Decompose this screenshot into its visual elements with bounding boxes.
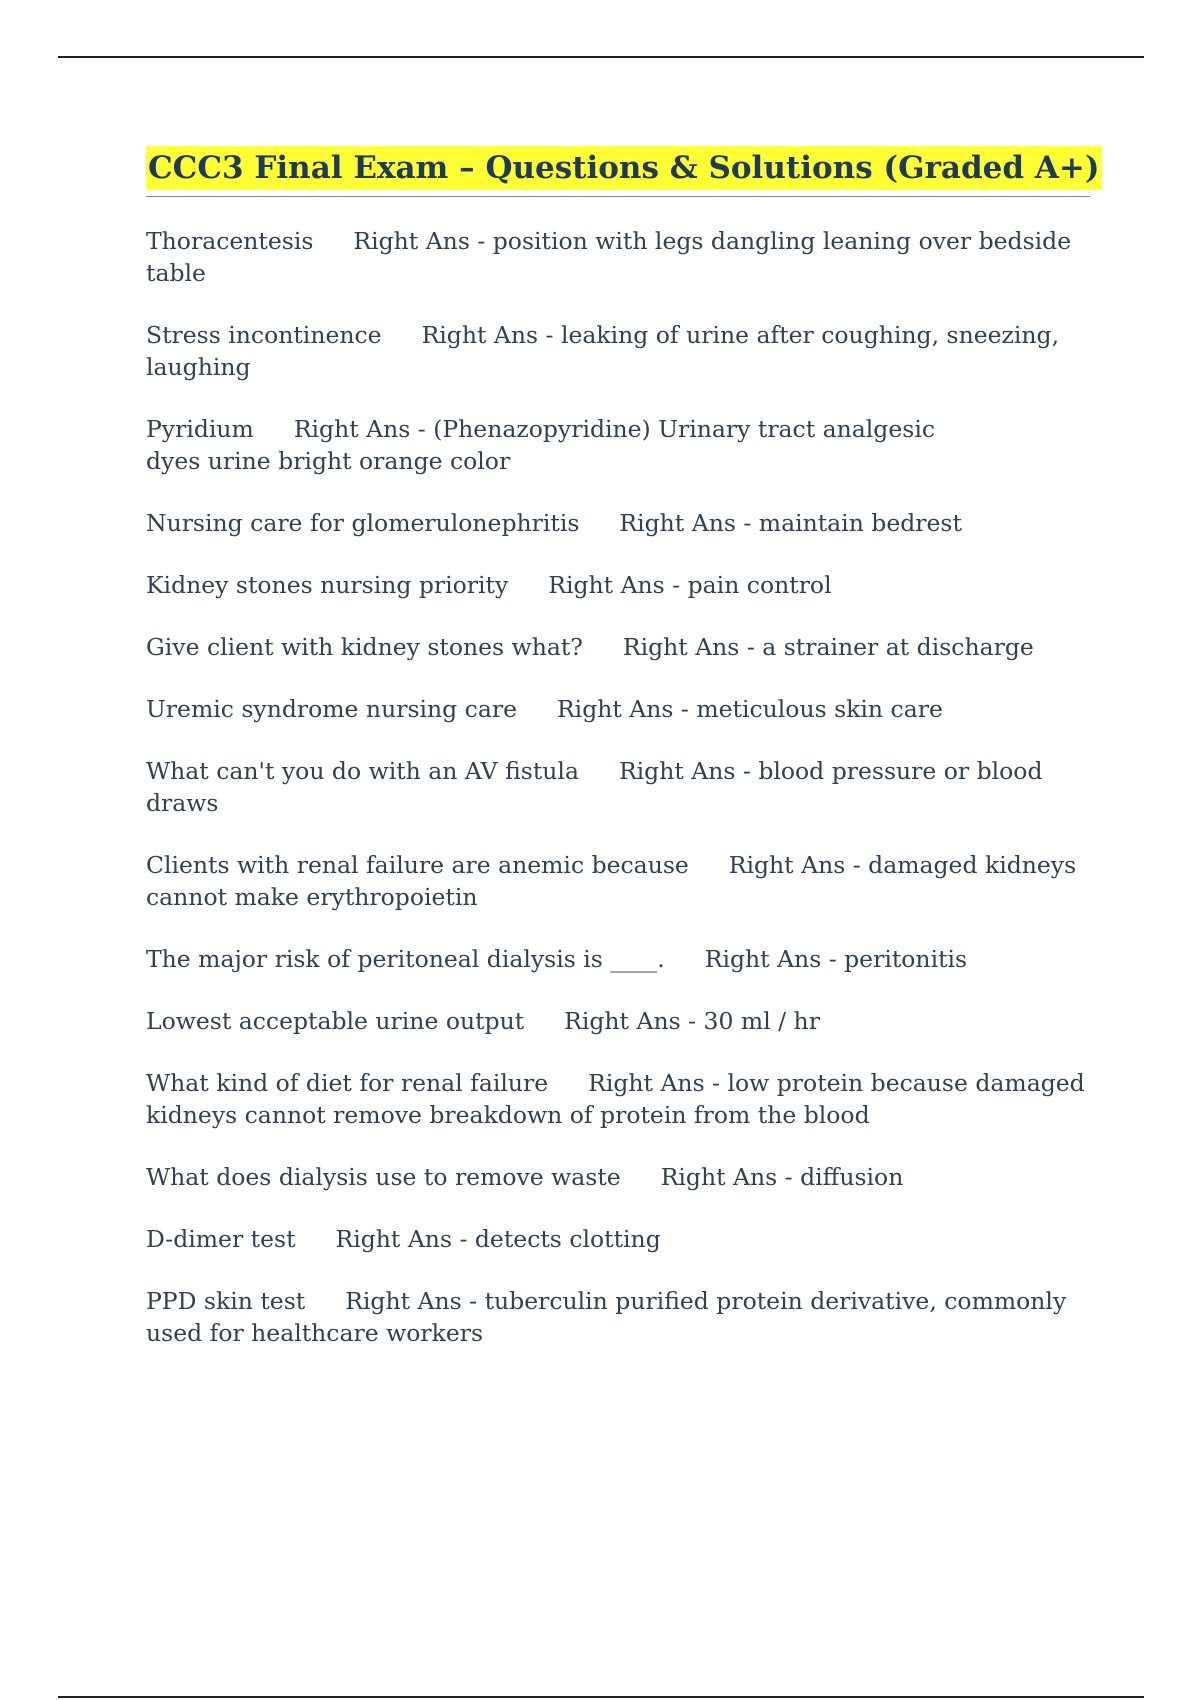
answer-text: tuberculin purified protein derivative, commonly used for healthcare workers — [146, 1287, 1067, 1347]
answer-prefix: Right Ans - — [335, 1225, 475, 1253]
question-text: Uremic syndrome nursing care — [146, 695, 517, 723]
title-block — [146, 146, 1100, 197]
question-text: Nursing care for glomerulonephritis — [146, 509, 580, 537]
answer-prefix: Right Ans - — [618, 757, 759, 785]
question-text: What does dialysis use to remove waste — [146, 1163, 621, 1191]
answer-text: (Phenazopyridine) Urinary tract analgesic — [433, 415, 935, 443]
qa-item — [146, 1067, 1090, 1131]
question-text: Lowest acceptable urine output — [146, 1007, 525, 1035]
answer-prefix: Right Ans - — [293, 415, 434, 443]
qa-item — [146, 631, 1090, 663]
document-title: CCC3 Final Exam – Questions & Solutions (Graded A+) — [146, 146, 1102, 190]
answer-text: diffusion — [800, 1163, 904, 1191]
answer-text: meticulous skin care — [696, 695, 943, 723]
answer-text: 30 ml / hr — [703, 1007, 820, 1035]
question-text: Kidney stones nursing priority — [146, 571, 509, 599]
answer-prefix: Right Ans - — [622, 633, 763, 661]
answer-prefix: Right Ans - — [564, 1007, 704, 1035]
document-body — [146, 146, 1100, 1379]
question-text: What kind of diet for renal failure — [146, 1069, 549, 1097]
top-rule — [58, 56, 1144, 58]
qa-list — [146, 225, 1090, 1349]
question-text: Thoracentesis — [146, 227, 314, 255]
qa-item — [146, 1161, 1090, 1193]
qa-item — [146, 569, 1090, 601]
answer-text-line-2: dyes urine bright orange color — [146, 447, 511, 475]
qa-item — [146, 319, 1090, 383]
answer-prefix: Right Ans - — [345, 1287, 485, 1315]
qa-item — [146, 755, 1090, 819]
qa-item — [146, 225, 1090, 289]
qa-item — [146, 943, 1090, 975]
answer-prefix: Right Ans - — [353, 227, 493, 255]
answer-prefix: Right Ans - — [619, 509, 759, 537]
answer-text: a strainer at discharge — [762, 633, 1034, 661]
answer-text: damaged kidneys cannot make erythropoietin — [146, 851, 1077, 911]
qa-item — [146, 849, 1090, 913]
answer-text: leaking of urine after coughing, sneezing, laughing — [146, 321, 1060, 381]
answer-text: detects clotting — [474, 1225, 661, 1253]
answer-text: low protein because damaged kidneys cannot remove breakdown of protein from the blood — [146, 1069, 1085, 1129]
answer-text: position with legs dangling leaning over bedside table — [146, 227, 1072, 287]
qa-item — [146, 1223, 1090, 1255]
answer-text: maintain bedrest — [758, 509, 962, 537]
qa-item — [146, 693, 1090, 725]
qa-item — [146, 1005, 1090, 1037]
answer-text: pain control — [687, 571, 832, 599]
question-text: What can't you do with an AV fistula — [146, 757, 579, 785]
answer-prefix: Right Ans - — [728, 851, 869, 879]
answer-prefix: Right Ans - — [704, 945, 845, 973]
qa-item — [146, 1285, 1090, 1349]
question-text: Pyridium — [146, 415, 254, 443]
question-text: The major risk of peritoneal dialysis is ____. — [146, 945, 665, 973]
question-text: D-dimer test — [146, 1225, 296, 1253]
qa-item — [146, 413, 1090, 477]
question-text: Clients with renal failure are anemic because — [146, 851, 689, 879]
answer-prefix: Right Ans - — [660, 1163, 801, 1191]
question-text: Stress incontinence — [146, 321, 382, 349]
question-text: Give client with kidney stones what? — [146, 633, 583, 661]
bottom-rule — [58, 1696, 1144, 1698]
answer-text: blood pressure or blood draws — [146, 757, 1043, 817]
answer-prefix: Right Ans - — [556, 695, 697, 723]
answer-prefix: Right Ans - — [421, 321, 561, 349]
qa-item — [146, 507, 1090, 539]
answer-text: peritonitis — [844, 945, 968, 973]
question-text: PPD skin test — [146, 1287, 306, 1315]
answer-prefix: Right Ans - — [548, 571, 688, 599]
answer-prefix: Right Ans - — [588, 1069, 728, 1097]
